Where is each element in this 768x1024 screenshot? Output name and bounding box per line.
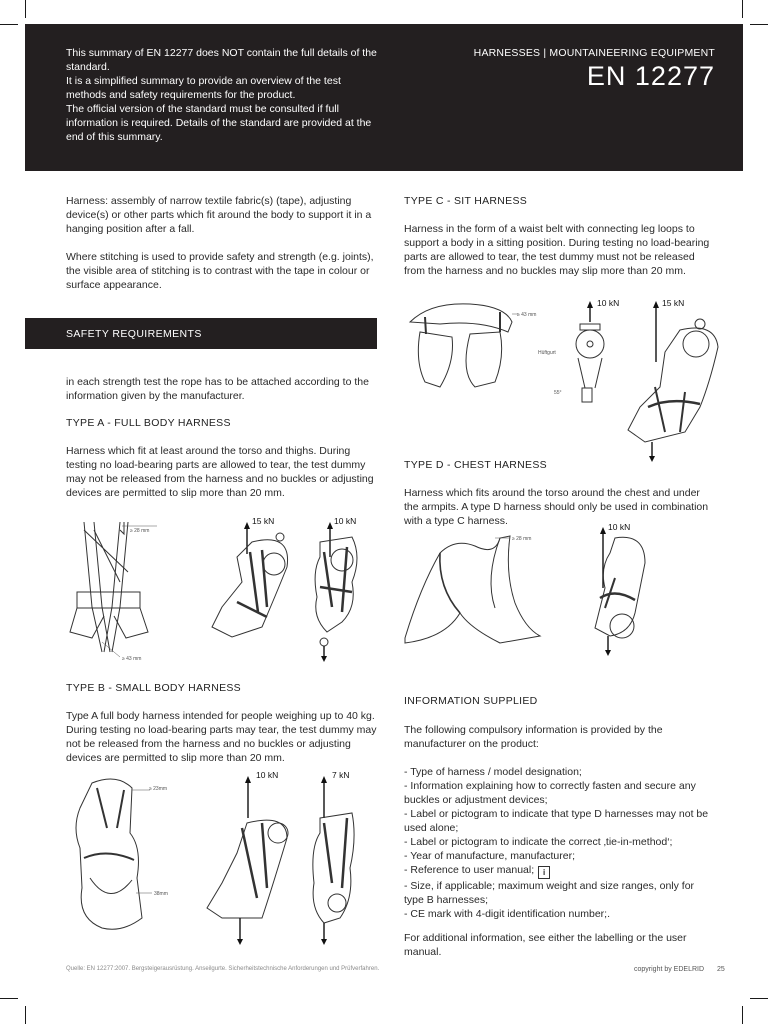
list-item: - Type of harness / model designation; [404, 766, 582, 778]
list-item: - Information explaining how to correctly fasten and secure any buckles or adjustment devices; [404, 780, 696, 806]
list-item: - Label or pictogram to indicate that type D harnesses may not be used alone; [404, 808, 709, 834]
list-item: - Year of manufacture, manufacturer; [404, 850, 576, 862]
dimension-label: ≥ 43 mm [122, 656, 142, 662]
dimension-label: ≥ 23mm [149, 786, 168, 792]
crop-mark [750, 998, 768, 999]
list-item: - Label or pictogram to indicate the correct ‚tie-in-method‘; [404, 836, 673, 848]
page-header [25, 24, 743, 171]
crop-mark [25, 0, 26, 18]
type-b-illustration [62, 768, 382, 948]
force-label: 10 kN [608, 522, 631, 532]
page-number: 25 [717, 966, 725, 973]
info-outro: For additional information, see either the labelling or the user manual. [404, 932, 687, 958]
definition-paragraph: Harness: assembly of narrow textile fabric(s) (tape), adjusting device(s) or other parts which fit around the body to support it in a hanging position after a fall. [66, 195, 372, 235]
list-item [404, 863, 716, 879]
force-label: 10 kN [256, 770, 279, 780]
intro-line: It is a simplified summary to provide an overview of the test methods and safety requirements for the product. [66, 75, 341, 101]
type-a-illustration [62, 512, 382, 662]
category-label: HARNESSES | MOUNTAINEERING EQUIPMENT [473, 47, 715, 59]
info-list [404, 765, 716, 921]
dimension-label: ≥ 28 mm [130, 528, 150, 534]
dimension-label: ≥ 43 mm [517, 312, 537, 318]
force-label: 10 kN [597, 298, 620, 308]
crop-mark [742, 0, 743, 18]
header-intro [66, 46, 384, 144]
type-a-text: Harness which fit at least around the torso and thighs. During testing no load-bearing parts are allowed to tear, the test dummy may not be released from the harness and no buckles or adjusting devices are permitted to slip more than 20 mm. [66, 445, 374, 499]
standard-code: EN 12277 [586, 61, 715, 91]
type-c-text: Harness in the form of a waist belt with connecting leg loops to support a body in a sitting position. During testing no load-bearing parts are allowed to tear, the test dummy must not be released from the harness and no buckles may slip more than 20 mm. [404, 223, 710, 277]
footer-copyright: copyright by EDELRID [634, 966, 705, 973]
list-item-text: - Reference to user manual; [404, 864, 535, 876]
force-label: 15 kN [662, 298, 685, 308]
intro-line: This summary of EN 12277 does NOT contain the full details of the standard. [66, 47, 377, 73]
angle-label: 55° [554, 390, 562, 396]
dimension-label: 38mm [154, 891, 168, 897]
list-item: - CE mark with 4-digit identification number;. [404, 908, 610, 920]
type-d-text: Harness which fits around the torso around the chest and under the armpits. A type D harness should only be used in combination with a type C harness. [404, 487, 709, 527]
type-b-text: Type A full body harness intended for people weighing up to 40 kg. During testing no load-bearing parts may tear, the test dummy may not be released from the harness and no buckles or adjusting devices are permitted to slip more than 20 mm. [66, 710, 377, 764]
footer-source: Quelle: EN 12277:2007. Bergsteigerausrüstung. Anseilgurte. Sicherheitstechnische Anforderungen und Prüfverfahren. [66, 966, 380, 972]
type-c-illustration [400, 292, 720, 464]
info-title: INFORMATION SUPPLIED [404, 695, 538, 707]
info-intro: The following compulsory information is provided by the manufacturer on the product: [404, 724, 663, 750]
type-d-illustration [400, 518, 720, 658]
type-d-title: TYPE D - CHEST HARNESS [404, 459, 547, 471]
force-label: 7 kN [332, 770, 350, 780]
safety-text: in each strength test the rope has to be attached according to the information given by the manufacturer. [66, 376, 369, 402]
list-item: - Size, if applicable; maximum weight and size ranges, only for type B harnesses; [404, 880, 695, 906]
hueftgurt-label: Hüftgurt [538, 350, 556, 356]
stitching-paragraph: Where stitching is used to provide safety and strength (e.g. joints), the visible area of stitching is to contrast with the tape in colour or surface appearance. [66, 251, 374, 291]
type-c-title: TYPE C - SIT HARNESS [404, 195, 528, 207]
intro-line: The official version of the standard must be consulted if full information is required. Details of the standard are provided at the end of this summary. [66, 103, 372, 143]
type-b-title: TYPE B - SMALL BODY HARNESS [66, 682, 241, 694]
crop-mark [742, 1006, 743, 1024]
crop-mark [0, 24, 18, 25]
type-a-title: TYPE A - FULL BODY HARNESS [66, 417, 231, 429]
crop-mark [25, 1006, 26, 1024]
force-label: 10 kN [334, 516, 357, 526]
crop-mark [750, 24, 768, 25]
force-label: 15 kN [252, 516, 275, 526]
user-manual-icon: i [538, 866, 550, 879]
safety-requirements-band: SAFETY REQUIREMENTS [25, 318, 377, 349]
dimension-label: ≥ 28 mm [512, 536, 532, 542]
crop-mark [0, 998, 18, 999]
